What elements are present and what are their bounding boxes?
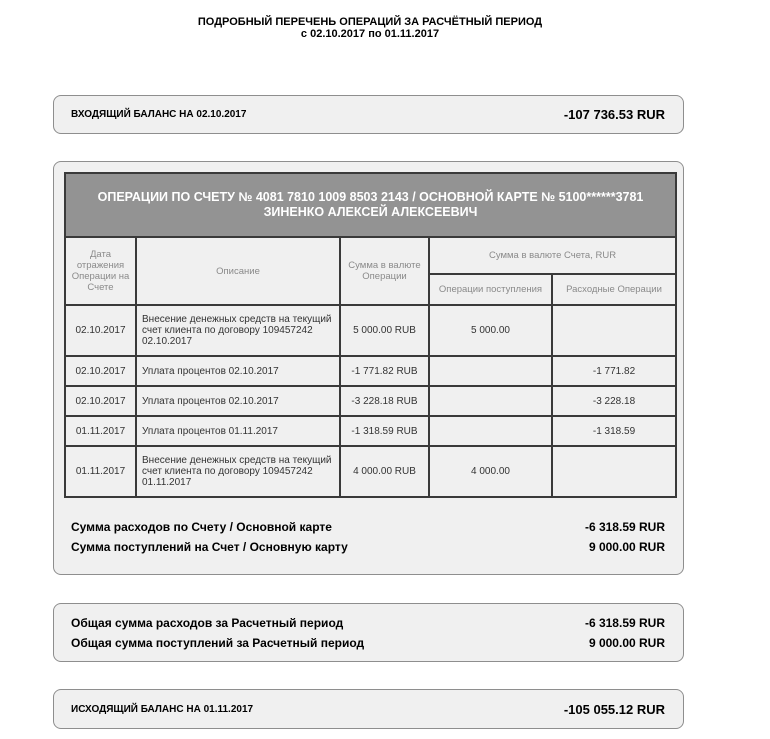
row-income <box>429 386 552 416</box>
table-row <box>65 305 676 356</box>
summary-expenses-label: Сумма расходов по Счету / Основной карте <box>71 520 332 534</box>
closing-balance-box <box>53 689 684 729</box>
table-row <box>65 356 676 386</box>
table-row <box>65 386 676 416</box>
operations-box <box>53 161 684 575</box>
col-header-description: Описание <box>136 237 340 305</box>
row-op-amount: 5 000.00 RUB <box>340 305 429 356</box>
row-op-amount: -3 228.18 RUB <box>340 386 429 416</box>
row-income <box>429 356 552 386</box>
row-expense: -1 318.59 <box>552 416 676 446</box>
row-description: Уплата процентов 02.10.2017 <box>136 386 340 416</box>
account-summary <box>71 517 665 557</box>
table-row <box>65 416 676 446</box>
period-totals-box <box>53 603 684 662</box>
total-expenses-value: -6 318.59 RUR <box>584 616 665 630</box>
total-expenses-label: Общая сумма расходов за Расчетный период <box>71 616 344 630</box>
row-expense: -1 771.82 <box>552 356 676 386</box>
opening-balance-box <box>53 95 684 134</box>
row-date: 01.11.2017 <box>65 446 136 497</box>
row-description: Внесение денежных средств на текущий счет клиента по договору 109457242 02.10.2017 <box>136 305 340 356</box>
row-op-amount: -1 771.82 RUB <box>340 356 429 386</box>
col-header-op-amount: Сумма в валюте Операции <box>340 237 429 305</box>
operations-table-title <box>65 173 676 237</box>
closing-balance-value: -105 055.12 RUR <box>563 701 665 717</box>
account-card-line: ОПЕРАЦИИ ПО СЧЕТУ № 4081 7810 1009 8503 2143 / ОСНОВНОЙ КАРТЕ № 5100******3781 <box>97 190 644 204</box>
statement-heading: ПОДРОБНЫЙ ПЕРЕЧЕНЬ ОПЕРАЦИЙ ЗА РАСЧЁТНЫЙ ПЕРИОД <box>197 16 543 28</box>
row-op-amount: 4 000.00 RUB <box>340 446 429 497</box>
row-op-amount: -1 318.59 RUB <box>340 416 429 446</box>
row-description: Внесение денежных средств на текущий счет клиента по договору 109457242 01.11.2017 <box>136 446 340 497</box>
row-expense <box>552 305 676 356</box>
row-description: Уплата процентов 02.10.2017 <box>136 356 340 386</box>
row-date: 02.10.2017 <box>65 386 136 416</box>
statement-period: с 02.10.2017 по 01.11.2017 <box>300 28 440 40</box>
row-income: 5 000.00 <box>429 305 552 356</box>
total-row-income <box>71 633 665 653</box>
col-header-date: Дата отражения Операции на Счете <box>65 237 136 305</box>
row-date: 01.11.2017 <box>65 416 136 446</box>
col-header-expense: Расходные Операции <box>552 274 676 305</box>
closing-balance-label: ИСХОДЯЩИЙ БАЛАНС НА 01.11.2017 <box>71 703 254 715</box>
opening-balance-label: ВХОДЯЩИЙ БАЛАНС НА 02.10.2017 <box>71 109 247 120</box>
row-income: 4 000.00 <box>429 446 552 497</box>
opening-balance-value: -107 736.53 RUR <box>563 107 665 122</box>
total-income-label: Общая сумма поступлений за Расчетный период <box>71 636 365 650</box>
summary-row-expenses <box>71 517 665 537</box>
summary-income-value: 9 000.00 RUR <box>588 540 665 554</box>
row-income <box>429 416 552 446</box>
table-row <box>65 446 676 497</box>
summary-row-income <box>71 537 665 557</box>
row-date: 02.10.2017 <box>65 356 136 386</box>
summary-income-label: Сумма поступлений на Счет / Основную карту <box>71 540 348 554</box>
col-header-income: Операции поступления <box>429 274 552 305</box>
statement-title <box>0 16 740 40</box>
total-row-expenses <box>71 613 665 633</box>
col-header-account-amount: Сумма в валюте Счета, RUR <box>429 237 676 274</box>
client-name: ЗИНЕНКО АЛЕКСЕЙ АЛЕКСЕЕВИЧ <box>263 205 478 219</box>
row-expense <box>552 446 676 497</box>
summary-expenses-value: -6 318.59 RUR <box>584 520 665 534</box>
row-expense: -3 228.18 <box>552 386 676 416</box>
row-date: 02.10.2017 <box>65 305 136 356</box>
operations-table <box>64 172 677 498</box>
row-description: Уплата процентов 01.11.2017 <box>136 416 340 446</box>
total-income-value: 9 000.00 RUR <box>588 636 665 650</box>
